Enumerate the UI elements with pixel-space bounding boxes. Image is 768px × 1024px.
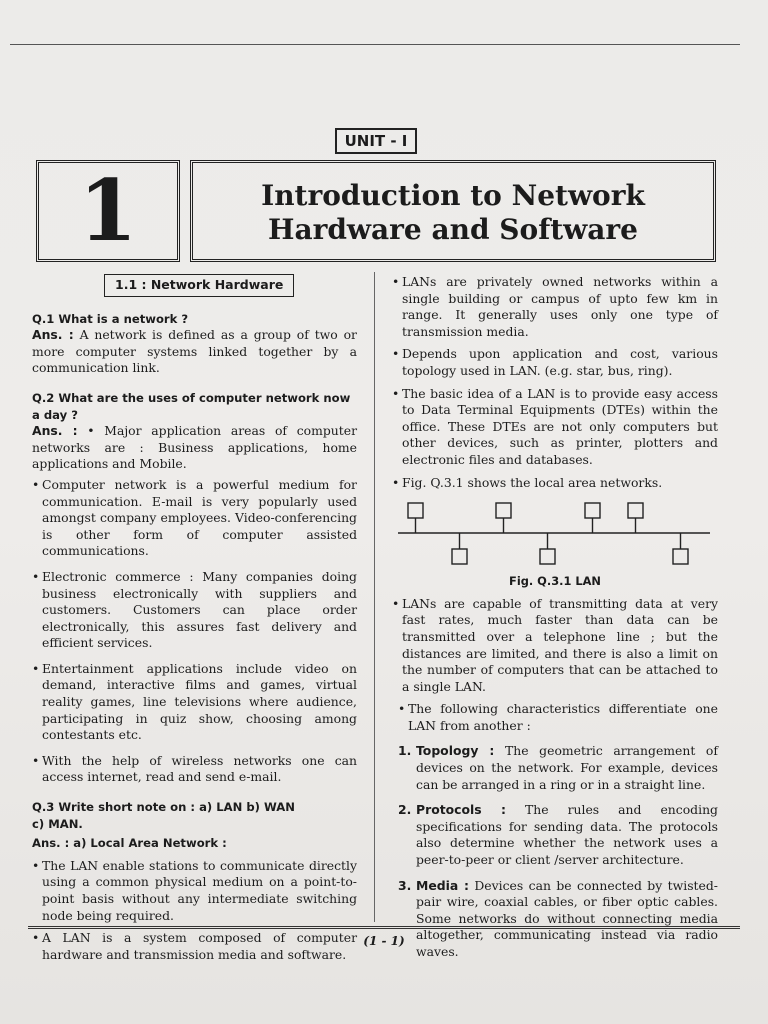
item-number: 2. <box>398 802 412 818</box>
lan-station <box>408 503 423 518</box>
item-number: 1. <box>398 743 412 759</box>
column-divider <box>374 272 375 922</box>
figure-caption: Fig. Q.3.1 LAN <box>509 574 601 589</box>
characteristic-item <box>392 743 718 793</box>
left-column <box>32 272 357 963</box>
lan-station <box>452 549 467 564</box>
answer-label: Ans. : <box>32 327 74 343</box>
top-rule <box>10 44 740 45</box>
answer-label: Ans. : <box>32 423 78 439</box>
question-3-line2: c) MAN. <box>32 816 83 831</box>
item-term: Topology : <box>416 743 495 759</box>
lan-station <box>585 503 600 518</box>
list-item: • Computer network is a powerful medium for communication. E-mail is very popularly used amongst company employees. Video-conferencing is other form of computer assisted communications. <box>32 477 357 560</box>
list-item: • LANs are capable of transmitting data at very fast rates, much faster than data can be transmitted over a telephone line ; but the distances are limited, and there is also a limit on the number of computers that can be attached to a single LAN. <box>392 596 718 696</box>
list-item: • The following characteristics differentiate one LAN from another : <box>398 701 718 734</box>
chapter-number: 1 <box>78 161 138 260</box>
lan-diagram <box>392 497 712 571</box>
chapter-number-box <box>36 160 180 262</box>
lan-station <box>496 503 511 518</box>
answer-1 <box>32 327 357 377</box>
page-number: (1 - 1) <box>363 934 405 948</box>
section-heading: 1.1 : Network Hardware <box>104 274 294 297</box>
question-3-line1: Q.3 Write short note on : a) LAN b) WAN <box>32 800 295 815</box>
chapter-title-line1: Introduction to Network <box>261 179 645 212</box>
characteristic-item <box>392 878 718 961</box>
question-2: Q.2 What are the uses of computer network now a day ? <box>32 390 351 422</box>
item-text: Devices can be connected by twisted-pair wire, coaxial cables, or fiber optic cables. Some networks do without connecting media altogether, communicating instead via radio waves. <box>416 877 718 959</box>
chapter-title-box <box>190 160 716 262</box>
lan-station <box>628 503 643 518</box>
item-text: The rules and encoding specifications for sending data. The protocols also determine whether the network uses a peer-to-peer or client /server architecture. <box>416 802 718 868</box>
list-item: • Electronic commerce : Many companies doing business electronically with suppliers and customers. Customers can place order electronically, this assures fast delivery and efficient services. <box>32 569 357 652</box>
list-item: • Entertainment applications include video on demand, interactive films and games, virtual reality games, line televisions where audience, participating in quiz show, choosing among contestants etc. <box>32 661 357 744</box>
item-text: The geometric arrangement of devices on the network. For example, devices can be arranged in a ring or in a straight line. <box>416 743 718 792</box>
list-item: • The basic idea of a LAN is to provide easy access to Data Terminal Equipments (DTEs) within the office. These DTEs are not only computers but other devices, such as printer, plotters and electronic files and databases. <box>392 386 718 469</box>
item-term: Protocols : <box>416 802 506 818</box>
list-item: • Fig. Q.3.1 shows the local area networks. <box>392 475 718 492</box>
list-item: • With the help of wireless networks one can access internet, read and send e-mail. <box>32 753 357 786</box>
characteristic-item <box>392 802 718 868</box>
bottom-rule <box>28 926 740 929</box>
list-item: • Depends upon application and cost, various topology used in LAN. (e.g. star, bus, ring). <box>392 346 718 379</box>
list-item: • The LAN enable stations to communicate directly using a common physical medium on a point-to-point basis without any intermediate switching node being required. <box>32 858 357 924</box>
lan-bottom-stations <box>452 533 688 564</box>
list-item: • LANs are privately owned networks within a single building or campus of upto few km in range. It generally uses only one type of transmission media. <box>392 274 718 340</box>
lan-station <box>673 549 688 564</box>
answer-2 <box>32 423 357 473</box>
unit-label: UNIT - I <box>335 128 417 154</box>
lan-station <box>540 549 555 564</box>
item-term: Media : <box>416 877 469 893</box>
item-number: 3. <box>398 877 412 893</box>
answer-2-text: • Major application areas of computer networks are : Business applications, home applications and Mobile. <box>32 423 357 472</box>
chapter-title-line2: Hardware and Software <box>267 213 638 246</box>
question-1: Q.1 What is a network ? <box>32 311 189 326</box>
answer-1-text: A network is defined as a group of two or more computer systems linked together by a communication link. <box>32 327 357 376</box>
answer-3-label: Ans. : a) Local Area Network : <box>32 836 227 851</box>
question-3 <box>32 799 357 832</box>
list-item: • A LAN is a system composed of computer hardware and transmission media and software. <box>32 930 357 963</box>
lan-top-stations <box>408 503 643 533</box>
right-column <box>392 272 718 961</box>
